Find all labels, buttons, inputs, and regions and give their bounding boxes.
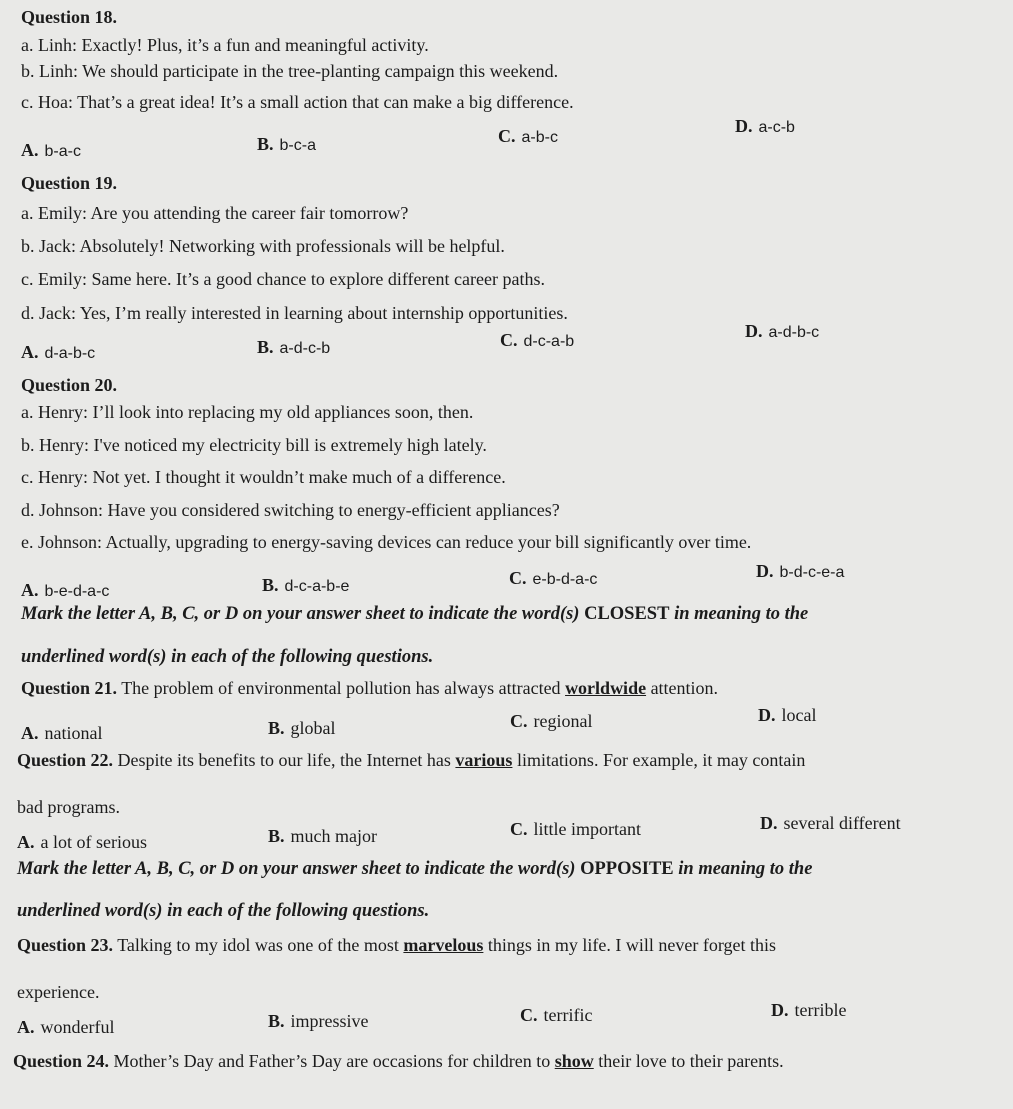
q22-option-b[interactable]: B. much major (268, 826, 377, 846)
q23-stem: Question 23. Talking to my idol was one of the most marvelous things in my life. I will never forget this (17, 935, 777, 955)
q23-option-a[interactable]: A. wonderful (17, 1017, 115, 1037)
q21-option-a[interactable]: A. national (21, 723, 103, 743)
q20-line-c: c. Henry: Not yet. I thought it wouldn’t make much of a difference. (21, 467, 506, 487)
q22-option-c[interactable]: C. little important (510, 819, 641, 839)
q18-line-a: a. Linh: Exactly! Plus, it’s a fun and meaningful activity. (21, 35, 429, 55)
q19-line-d: d. Jack: Yes, I’m really interested in learning about internship opportunities. (21, 303, 568, 323)
q23-option-b[interactable]: B. impressive (268, 1011, 369, 1031)
q20-line-a: a. Henry: I’ll look into replacing my old appliances soon, then. (21, 402, 474, 422)
q23-stem-line2: experience. (17, 982, 100, 1002)
q21-option-b[interactable]: B. global (268, 718, 336, 738)
q19-line-a: a. Emily: Are you attending the career fair tomorrow? (21, 203, 409, 223)
instruction-opposite: Mark the letter A, B, C, or D on your answer sheet to indicate the word(s) OPPOSITE in meaning to the (17, 859, 813, 879)
q21-option-d[interactable]: D. local (758, 705, 817, 725)
q20-line-e: e. Johnson: Actually, upgrading to energy-saving devices can reduce your bill significantly over time. (21, 532, 752, 552)
q19-option-b[interactable]: B. a-d-c-b (257, 337, 331, 357)
q22-stem-line2: bad programs. (17, 797, 120, 817)
q20-line-b: b. Henry: I've noticed my electricity bill is extremely high lately. (21, 435, 487, 455)
q18-title: Question 18. (21, 7, 118, 27)
q19-option-c[interactable]: C. d-c-a-b (500, 330, 575, 350)
q19-line-c: c. Emily: Same here. It’s a good chance to explore different career paths. (21, 269, 545, 289)
q23-underlined-word: marvelous (403, 935, 484, 955)
q24-stem: Question 24. Mother’s Day and Father’s Day are occasions for children to show their love to their parents. (13, 1051, 784, 1071)
q22-option-a[interactable]: A. a lot of serious (17, 832, 147, 852)
q21-underlined-word: worldwide (565, 678, 647, 698)
q18-option-c[interactable]: C. a-b-c (498, 126, 558, 146)
q22-underlined-word: various (455, 750, 513, 770)
q18-option-a[interactable]: A. b-a-c (21, 140, 81, 160)
instruction-closest-line2: underlined word(s) in each of the following questions. (21, 647, 434, 667)
q21-stem: Question 21. The problem of environmental pollution has always attracted worldwide attention. (21, 678, 719, 698)
q24-underlined-word: show (554, 1051, 594, 1071)
instruction-closest: Mark the letter A, B, C, or D on your answer sheet to indicate the word(s) CLOSEST in meaning to the (21, 604, 809, 624)
q20-option-d[interactable]: D. b-d-c-e-a (756, 561, 845, 581)
q21-option-c[interactable]: C. regional (510, 711, 593, 731)
q19-option-d[interactable]: D. a-d-b-c (745, 321, 820, 341)
q20-line-d: d. Johnson: Have you considered switching to energy-efficient appliances? (21, 500, 560, 520)
q23-option-c[interactable]: C. terrific (520, 1005, 593, 1025)
q19-title: Question 19. (21, 173, 118, 193)
q18-line-b: b. Linh: We should participate in the tree-planting campaign this weekend. (21, 61, 559, 81)
q18-line-c: c. Hoa: That’s a great idea! It’s a small action that can make a big difference. (21, 92, 574, 112)
q18-option-b[interactable]: B. b-c-a (257, 134, 316, 154)
q23-option-d[interactable]: D. terrible (771, 1000, 847, 1020)
q20-title: Question 20. (21, 375, 118, 395)
q19-option-a[interactable]: A. d-a-b-c (21, 342, 96, 362)
q20-option-b[interactable]: B. d-c-a-b-e (262, 575, 350, 595)
q18-option-d[interactable]: D. a-c-b (735, 116, 795, 136)
q20-option-c[interactable]: C. e-b-d-a-c (509, 568, 598, 588)
q22-option-d[interactable]: D. several different (760, 813, 901, 833)
q20-option-a[interactable]: A. b-e-d-a-c (21, 580, 110, 600)
q19-line-b: b. Jack: Absolutely! Networking with professionals will be helpful. (21, 236, 505, 256)
instruction-opposite-line2: underlined word(s) in each of the following questions. (17, 901, 430, 921)
q22-stem: Question 22. Despite its benefits to our life, the Internet has various limitations. For example, it may contain (17, 750, 806, 770)
